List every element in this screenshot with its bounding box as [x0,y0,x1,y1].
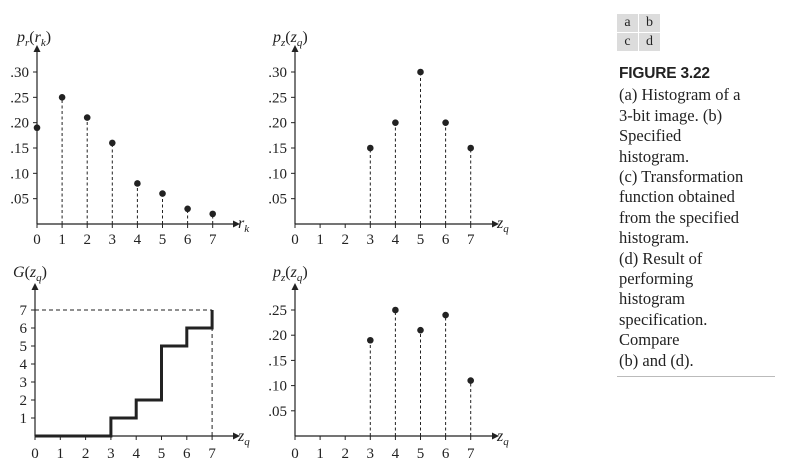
caption-line: function obtained [619,187,735,207]
x-tick-label: 5 [416,446,425,462]
figure-title: FIGURE 3.22 [619,65,710,82]
panel-label-c: c [617,33,638,51]
x-tick-label: 5 [157,446,166,462]
caption-line: Compare [619,330,680,350]
y-tick-label: .25 [268,303,287,319]
y-tick-label: 5 [19,339,27,355]
panel-label-d: d [639,33,660,51]
x-tick-label: 4 [132,446,140,462]
data-point [467,377,474,384]
x-tick-label: 2 [83,232,91,248]
x-tick-label: 0 [33,232,41,248]
y-tick-label: .30 [10,65,29,81]
data-point [442,312,449,319]
data-point [134,180,141,187]
caption-line: (c) Transformation [619,167,744,187]
data-point [417,327,424,334]
x-tick-label: 7 [208,232,217,248]
y-tick-label: 1 [19,411,27,427]
data-point [442,119,449,126]
caption-line: from the specified [619,207,740,227]
x-tick-label: 0 [291,446,299,462]
x-tick-label: 3 [108,232,117,248]
x-tick-label: 1 [58,232,66,248]
y-axis-label: $G(z_q)$ [13,264,47,284]
y-tick-label: .25 [268,90,287,107]
x-tick-label: 6 [183,232,192,248]
data-point [109,140,116,147]
chart-panel-d [268,264,509,462]
caption-line: Specified [619,126,682,146]
x-tick-label: 2 [341,446,349,462]
x-tick-label: 3 [366,446,375,462]
data-point [59,94,66,101]
x-tick-label: 6 [441,446,450,462]
y-tick-label: .10 [10,166,29,183]
y-tick-label: 7 [19,303,27,319]
x-tick-label: 3 [366,232,375,248]
data-point [159,190,166,197]
y-tick-label: 3 [19,375,27,391]
data-point [184,206,191,213]
x-tick-label: 6 [183,446,191,462]
y-tick-label: .30 [268,65,287,81]
data-point [34,124,41,131]
chart-panel-c [13,264,250,462]
y-axis-arrow [34,45,41,52]
y-tick-label: .15 [10,141,29,157]
data-point [84,114,91,121]
y-tick-label: 6 [19,321,27,337]
x-tick-label: 3 [107,446,115,462]
x-tick-label: 6 [441,232,450,248]
step-function-line [35,310,212,436]
caption-line: performing [619,269,694,289]
y-axis-label: $p_z(z_q)$ [273,29,308,49]
x-tick-label: 4 [391,232,400,248]
data-point [392,119,399,126]
x-axis-label: $z_q$ [497,428,509,448]
x-tick-label: 4 [133,232,142,248]
caption-line: histogram. [619,146,690,166]
caption-line: histogram. [619,228,690,248]
figure-caption [619,64,779,371]
y-axis-arrow [32,283,39,290]
y-tick-label: .10 [268,166,287,183]
y-tick-label: 2 [19,393,27,409]
caption-line: (d) Result of [619,248,703,268]
caption-line: 3-bit image. (b) [619,105,723,125]
x-tick-label: 0 [31,446,39,462]
caption-line: histogram [619,289,685,309]
y-tick-label: .10 [268,378,287,395]
x-tick-label: 7 [208,446,216,462]
x-tick-label: 4 [391,446,400,462]
data-point [392,307,399,314]
chart-panel-a [10,29,250,248]
y-axis-label: $p_z(z_q)$ [273,264,308,284]
y-tick-label: .20 [268,115,287,132]
y-tick-label: .05 [268,403,287,420]
x-axis-label: $z_q$ [238,428,250,448]
data-point [209,211,216,218]
panel-label-grid [617,14,659,51]
y-tick-label: .20 [268,328,287,345]
data-point [367,337,374,344]
caption-line: specification. [619,309,708,329]
x-tick-label: 1 [316,446,324,462]
panel-label-a: a [617,14,638,32]
x-tick-label: 7 [466,232,475,248]
x-tick-label: 0 [291,232,299,248]
caption-line: (a) Histogram of a [619,85,741,105]
y-axis-arrow [292,283,299,290]
y-tick-label: 4 [19,357,27,373]
y-tick-label: .05 [10,191,29,208]
x-tick-label: 2 [341,232,349,248]
y-axis-label: $p_r(r_k)$ [17,29,52,49]
x-tick-label: 2 [81,446,90,462]
x-tick-label: 1 [56,446,65,462]
y-tick-label: .15 [268,353,287,370]
x-axis-label: $r_k$ [238,215,250,235]
x-tick-label: 1 [316,232,324,248]
data-point [417,69,424,76]
data-point [467,145,474,152]
x-axis-label: $z_q$ [497,215,509,235]
chart-panel-b [268,29,509,248]
panel-label-b: b [639,14,660,32]
y-tick-label: .15 [268,141,287,157]
caption-line: (b) and (d). [619,350,694,370]
y-tick-label: .20 [10,115,29,132]
y-tick-label: .25 [10,90,29,107]
caption-divider [617,376,775,377]
x-tick-label: 5 [416,232,425,248]
data-point [367,145,374,152]
x-tick-label: 7 [466,446,475,462]
x-tick-label: 5 [158,232,167,248]
y-tick-label: .05 [268,191,287,208]
